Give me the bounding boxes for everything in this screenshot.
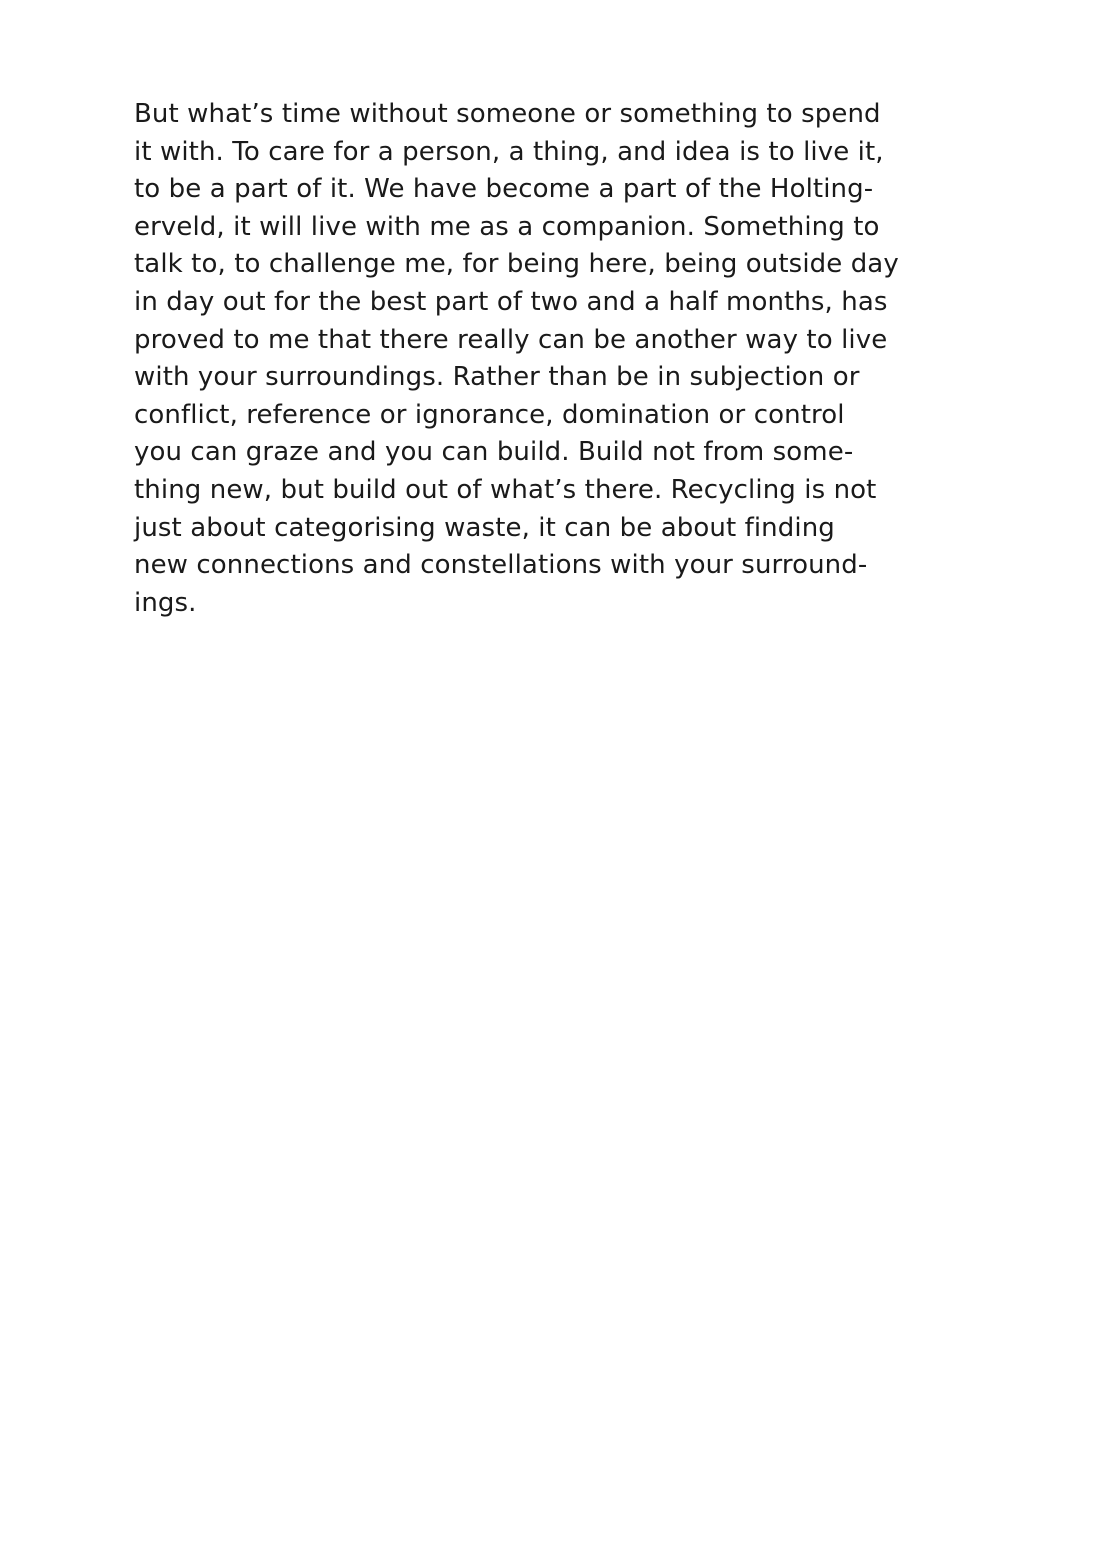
text-line: just about categorising waste, it can be about finding [134, 512, 835, 543]
text-line: ings. [134, 587, 197, 618]
text-line: to be a part of it. We have become a part of the Holting- [134, 174, 874, 205]
body-paragraph [134, 96, 974, 622]
text-line: it with. To care for a person, a thing, and idea is to live it, [134, 136, 884, 167]
text-line: you can graze and you can build. Build not from some- [134, 437, 854, 468]
text-line: thing new, but build out of what’s there. Recycling is not [134, 474, 877, 505]
text-line: conflict, reference or ignorance, domination or control [134, 399, 845, 430]
text-line: in day out for the best part of two and a half months, has [134, 286, 888, 317]
text-line: erveld, it will live with me as a companion. Something to [134, 211, 880, 242]
text-line: proved to me that there really can be another way to live [134, 324, 888, 355]
text-line: with your surroundings. Rather than be in subjection or [134, 362, 860, 393]
text-line: talk to, to challenge me, for being here, being outside day [134, 249, 899, 280]
text-line: But what’s time without someone or something to spend [134, 99, 881, 129]
text-line: new connections and constellations with your surround- [134, 550, 868, 581]
